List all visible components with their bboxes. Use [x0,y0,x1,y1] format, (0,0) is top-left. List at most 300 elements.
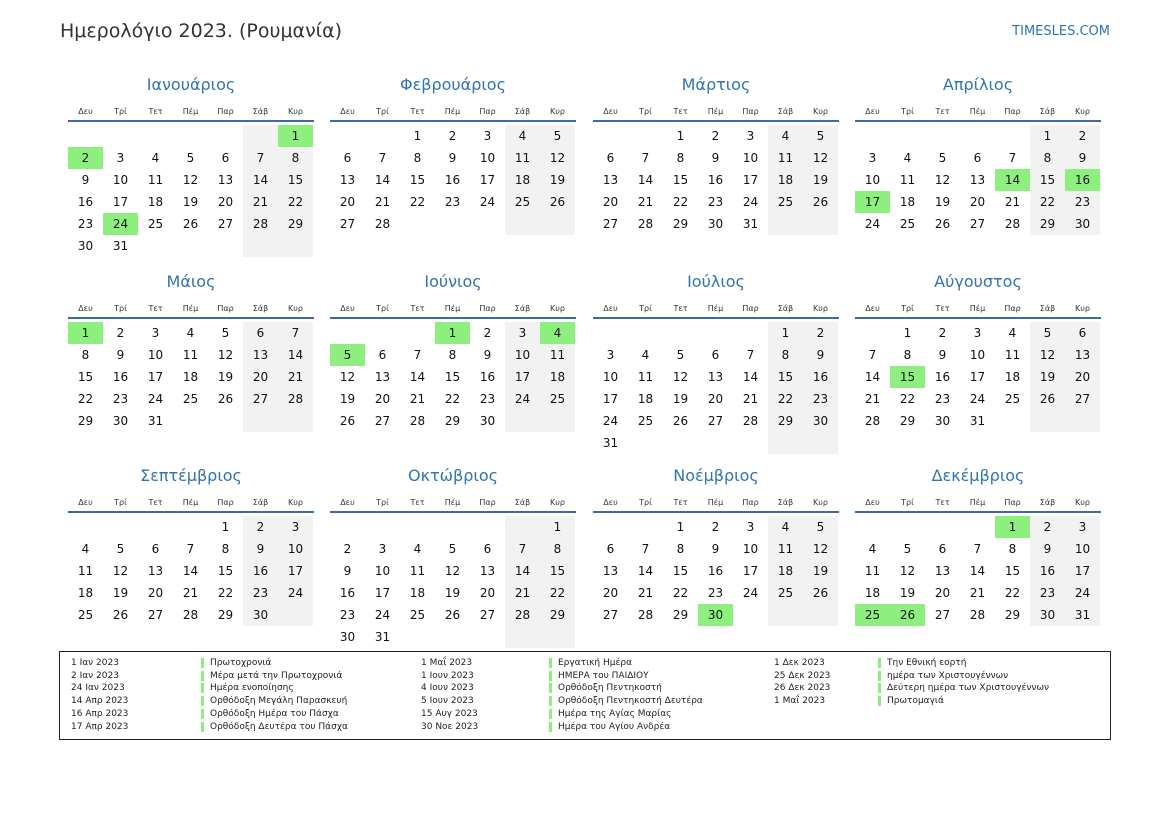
day-cell: 10 [278,538,313,560]
month-name: Δεκέμβριος [931,466,1025,485]
legend-date: 24 Ιαν 2023 [71,683,125,694]
day-cell: 12 [934,173,951,187]
day-cell: 11 [637,370,654,384]
weekday-label: Τετ [673,498,688,507]
day-cell: 15 [672,173,689,187]
day-cell: 15 [77,370,94,384]
month-name: Φεβρουάριος [400,75,506,94]
day-cell: 20 [479,586,496,600]
weekend-blank [505,410,540,432]
legend-holiday-name: Πρωτομαγιά [878,696,944,706]
day-cell: 7 [413,348,422,362]
day-cell: 29 [77,414,94,428]
weekday-label: Κυρ [288,304,303,313]
weekday-label: Πέμ [444,304,461,313]
weekday-label: Κυρ [813,498,828,507]
weekday-label: Τρί [376,107,389,116]
day-cell: 7 [278,322,313,344]
day-cell: 15 [1004,564,1021,578]
day-cell: 22 [899,392,916,406]
day-cell: 24 [864,217,881,231]
day-cell: 25 [77,608,94,622]
legend-holiday-name: Την Εθνική εορτή [878,658,966,668]
day-cell: 15 [217,564,234,578]
weekday-label: Παρ [1004,498,1021,507]
weekday-label: Τρί [114,107,127,116]
day-cell: 22 [217,586,234,600]
day-cell: 8 [1008,542,1017,556]
legend-holiday-name: ΗΜΕΡΑ του ΠΑΙΔΙΟΥ [549,671,649,681]
day-cell: 9 [1030,538,1065,560]
day-cell: 6 [938,542,947,556]
day-cell: 21 [864,392,881,406]
legend-holiday-name: Πρωτοχρονιά [201,658,271,668]
legend-date: 2 Ιαν 2023 [71,670,119,681]
weekday-label: Τετ [935,304,950,313]
weekday-label: Τετ [673,304,688,313]
weekday-label: Παρ [217,498,234,507]
day-cell: 2 [1030,516,1065,538]
day-cell: 8 [676,151,685,165]
weekday-label: Πέμ [182,107,199,116]
day-cell: 22 [77,392,94,406]
day-cell: 26 [444,608,461,622]
day-cell: 28 [637,608,654,622]
day-cell: 5 [448,542,457,556]
day-cell: 23 [934,392,951,406]
day-cell: 14 [864,370,881,384]
day-cell: 13 [707,370,724,384]
day-cell: 25 [409,608,426,622]
day-cell: 4 [1008,326,1017,340]
day-cell: 17 [969,370,986,384]
weekday-label: Κυρ [550,304,565,313]
day-cell: 27 [969,217,986,231]
holiday-day: 17 [855,191,890,213]
weekday-label: Σάβ [777,498,794,507]
day-cell: 9 [803,344,838,366]
day-cell: 1 [1030,125,1065,147]
legend-date: 1 Ιουν 2023 [421,670,474,681]
day-cell: 23 [803,388,838,410]
day-cell: 21 [278,366,313,388]
day-cell: 14 [374,173,391,187]
weekday-header [68,104,314,122]
day-cell: 4 [868,542,877,556]
weekday-label: Τρί [376,498,389,507]
day-cell: 21 [409,392,426,406]
day-cell: 21 [637,586,654,600]
day-cell: 21 [182,586,199,600]
day-cell: 30 [1065,213,1100,235]
day-cell: 20 [374,392,391,406]
weekend-blank [768,604,803,626]
day-cell: 15 [409,173,426,187]
weekday-label: Σάβ [252,107,269,116]
day-cell: 14 [742,370,759,384]
day-cell: 1 [676,129,685,143]
day-cell: 4 [641,348,650,362]
day-cell: 22 [444,392,461,406]
day-cell: 27 [217,217,234,231]
day-cell: 10 [147,348,164,362]
day-cell: 19 [540,169,575,191]
legend-holiday-name: Ημέρα ενοποίησης [201,683,294,693]
day-cell: 10 [374,564,391,578]
day-cell: 16 [243,560,278,582]
site-link[interactable]: TIMESLES.COM [1012,24,1110,39]
day-cell: 18 [182,370,199,384]
weekday-label: Δευ [603,304,618,313]
day-cell: 26 [934,217,951,231]
weekday-label: Κυρ [813,107,828,116]
month-name: Ιούνιος [424,272,482,291]
day-cell: 16 [803,366,838,388]
day-cell: 9 [243,538,278,560]
day-cell: 5 [116,542,125,556]
weekday-label: Παρ [217,304,234,313]
weekday-header [855,301,1101,319]
legend-holiday-name: Ημέρα της Αγίας Μαρίας [549,709,671,719]
day-cell: 19 [217,370,234,384]
day-cell: 20 [602,586,619,600]
weekend-blank [243,410,278,432]
day-cell: 6 [343,151,352,165]
day-cell: 24 [602,414,619,428]
day-cell: 26 [217,392,234,406]
day-cell: 12 [1030,344,1065,366]
weekday-label: Σάβ [1039,107,1056,116]
day-cell: 22 [278,191,313,213]
day-cell: 3 [973,326,982,340]
day-cell: 27 [934,608,951,622]
day-cell: 21 [637,195,654,209]
day-cell: 6 [973,151,982,165]
day-cell: 5 [676,348,685,362]
day-cell: 12 [217,348,234,362]
day-cell: 18 [147,195,164,209]
day-cell: 28 [374,217,391,231]
day-cell: 31 [1065,604,1100,626]
day-cell: 8 [676,542,685,556]
day-cell: 17 [374,586,391,600]
day-cell: 6 [711,348,720,362]
legend-holiday-name: Ορθόδοξη Μεγάλη Παρασκευή [201,696,347,706]
day-cell: 3 [378,542,387,556]
day-cell: 16 [77,195,94,209]
holiday-day: 30 [698,604,733,626]
day-cell: 13 [969,173,986,187]
day-cell: 27 [147,608,164,622]
legend-holiday-name: Ορθόδοξη Ημέρα του Πάσχα [201,709,339,719]
day-cell: 10 [602,370,619,384]
legend-date: 1 Δεκ 2023 [774,658,825,668]
day-cell: 2 [938,326,947,340]
day-cell: 26 [540,191,575,213]
day-cell: 19 [934,195,951,209]
day-cell: 26 [672,414,689,428]
holiday-day: 2 [68,147,103,169]
weekend-blank [540,626,575,648]
day-cell: 18 [505,169,540,191]
day-cell: 27 [479,608,496,622]
day-cell: 7 [746,348,755,362]
weekday-label: Σάβ [252,498,269,507]
month-name: Μάιος [166,272,216,291]
weekday-header [330,301,576,319]
day-cell: 6 [606,542,615,556]
day-cell: 26 [1030,388,1065,410]
day-cell: 23 [707,586,724,600]
day-cell: 26 [803,582,838,604]
weekday-label: Παρ [742,107,759,116]
day-cell: 16 [934,370,951,384]
day-cell: 4 [413,542,422,556]
weekday-header [593,104,839,122]
day-cell: 12 [182,173,199,187]
legend-date: 5 Ιουν 2023 [421,696,474,707]
day-cell: 26 [112,608,129,622]
day-cell: 7 [641,542,650,556]
day-cell: 2 [803,322,838,344]
day-cell: 31 [969,414,986,428]
weekday-label: Πέμ [707,304,724,313]
day-cell: 11 [864,564,881,578]
day-cell: 11 [899,173,916,187]
day-cell: 17 [278,560,313,582]
weekend-blank [278,604,313,626]
legend-date: 15 Αυγ 2023 [421,708,478,719]
day-cell: 2 [243,516,278,538]
day-cell: 28 [278,388,313,410]
day-cell: 31 [147,414,164,428]
weekday-label: Τρί [114,498,127,507]
day-cell: 31 [374,630,391,644]
day-cell: 23 [444,195,461,209]
day-cell: 5 [938,151,947,165]
day-cell: 3 [1065,516,1100,538]
day-cell: 30 [934,414,951,428]
day-cell: 11 [77,564,94,578]
day-cell: 23 [243,582,278,604]
day-cell: 13 [934,564,951,578]
day-cell: 14 [278,344,313,366]
day-cell: 11 [768,147,803,169]
day-cell: 2 [343,542,352,556]
day-cell: 12 [803,147,838,169]
day-cell: 25 [147,217,164,231]
day-cell: 27 [707,414,724,428]
weekday-label: Τρί [376,304,389,313]
day-cell: 4 [768,125,803,147]
day-cell: 10 [1065,538,1100,560]
weekday-label: Παρ [217,107,234,116]
day-cell: 9 [116,348,125,362]
day-cell: 20 [339,195,356,209]
day-cell: 11 [409,564,426,578]
day-cell: 13 [1065,344,1100,366]
day-cell: 4 [768,516,803,538]
day-cell: 7 [641,151,650,165]
weekday-label: Σάβ [1039,498,1056,507]
weekday-label: Παρ [479,304,496,313]
day-cell: 3 [746,129,755,143]
day-cell: 19 [899,586,916,600]
day-cell: 1 [676,520,685,534]
weekday-label: Τετ [148,107,163,116]
weekday-label: Σάβ [514,498,531,507]
weekday-label: Κυρ [1075,107,1090,116]
day-cell: 4 [81,542,90,556]
day-cell: 29 [278,213,313,235]
day-cell: 13 [147,564,164,578]
weekday-label: Δευ [865,304,880,313]
day-cell: 19 [672,392,689,406]
legend-date: 26 Δεκ 2023 [774,683,831,694]
day-cell: 20 [147,586,164,600]
day-cell: 10 [742,542,759,556]
day-cell: 18 [768,560,803,582]
day-cell: 29 [899,414,916,428]
weekday-label: Πέμ [969,107,986,116]
day-cell: 18 [768,169,803,191]
day-cell: 14 [969,564,986,578]
weekend-blank [278,410,313,432]
day-cell: 28 [969,608,986,622]
weekday-label: Τρί [114,304,127,313]
day-cell: 21 [969,586,986,600]
holiday-day: 4 [540,322,575,344]
weekday-label: Παρ [1004,107,1021,116]
weekend-blank [540,410,575,432]
legend-date: 14 Απρ 2023 [71,696,129,707]
day-cell: 9 [81,173,90,187]
day-cell: 19 [339,392,356,406]
month-name: Νοέμβριος [673,466,759,485]
day-cell: 9 [711,542,720,556]
day-cell: 29 [672,608,689,622]
day-cell: 17 [112,195,129,209]
weekday-label: Κυρ [1075,498,1090,507]
legend-date: 30 Νοε 2023 [421,721,479,732]
day-cell: 21 [505,582,540,604]
holiday-day: 1 [435,322,470,344]
weekday-label: Πέμ [182,498,199,507]
legend-date: 16 Απρ 2023 [71,708,129,719]
day-cell: 2 [711,129,720,143]
day-cell: 28 [1004,217,1021,231]
weekday-label: Παρ [479,498,496,507]
day-cell: 28 [243,213,278,235]
day-cell: 9 [938,348,947,362]
day-cell: 9 [343,564,352,578]
day-cell: 29 [768,410,803,432]
weekday-label: Κυρ [550,498,565,507]
day-cell: 24 [742,195,759,209]
day-cell: 22 [1004,586,1021,600]
day-cell: 20 [1065,366,1100,388]
weekday-label: Τετ [935,498,950,507]
day-cell: 8 [448,348,457,362]
weekday-header [68,495,314,513]
day-cell: 3 [116,151,125,165]
day-cell: 5 [803,516,838,538]
day-cell: 14 [243,169,278,191]
day-cell: 28 [505,604,540,626]
day-cell: 13 [479,564,496,578]
day-cell: 5 [540,125,575,147]
day-cell: 16 [707,173,724,187]
day-cell: 9 [448,151,457,165]
day-cell: 5 [186,151,195,165]
day-cell: 28 [182,608,199,622]
day-cell: 30 [479,414,496,428]
weekday-label: Κυρ [1075,304,1090,313]
day-cell: 20 [217,195,234,209]
day-cell: 11 [768,538,803,560]
day-cell: 11 [182,348,199,362]
weekday-label: Τετ [410,107,425,116]
weekday-label: Τετ [935,107,950,116]
day-cell: 6 [1065,322,1100,344]
day-cell: 23 [112,392,129,406]
weekday-label: Δευ [78,498,93,507]
day-cell: 1 [221,520,230,534]
holiday-day: 25 [855,604,890,626]
weekday-label: Πέμ [969,304,986,313]
legend-holiday-name: Ορθόδοξη Δευτέρα του Πάσχα [201,722,348,732]
weekday-header [593,495,839,513]
weekday-label: Παρ [742,498,759,507]
day-cell: 17 [505,366,540,388]
day-cell: 3 [278,516,313,538]
day-cell: 12 [444,564,461,578]
month-name: Απρίλιος [942,75,1014,94]
weekday-label: Παρ [1004,304,1021,313]
day-cell: 3 [606,348,615,362]
legend-holiday-name: Ορθόδοξη Πεντηκοστή Δευτέρα [549,696,703,706]
month-name: Σεπτέμβριος [140,466,242,485]
weekday-header [855,104,1101,122]
legend-holiday-name: Ημέρα του Αγίου Ανδρέα [549,722,670,732]
day-cell: 7 [186,542,195,556]
weekend-blank [505,626,540,648]
day-cell: 23 [77,217,94,231]
day-cell: 10 [969,348,986,362]
day-cell: 5 [1030,322,1065,344]
day-cell: 5 [803,125,838,147]
day-cell: 8 [1030,147,1065,169]
day-cell: 1 [903,326,912,340]
day-cell: 13 [339,173,356,187]
day-cell: 16 [339,586,356,600]
day-cell: 10 [742,151,759,165]
day-cell: 9 [483,348,492,362]
day-cell: 28 [864,414,881,428]
day-cell: 10 [505,344,540,366]
day-cell: 21 [1004,195,1021,209]
holiday-day: 15 [890,366,925,388]
day-cell: 18 [1004,370,1021,384]
legend-holiday-name: ημέρα των Χριστουγέννων [878,671,1008,681]
day-cell: 16 [479,370,496,384]
day-cell: 13 [602,564,619,578]
weekday-label: Τρί [901,107,914,116]
day-cell: 4 [151,151,160,165]
holiday-day: 5 [330,344,365,366]
day-cell: 17 [742,173,759,187]
day-cell: 25 [768,582,803,604]
